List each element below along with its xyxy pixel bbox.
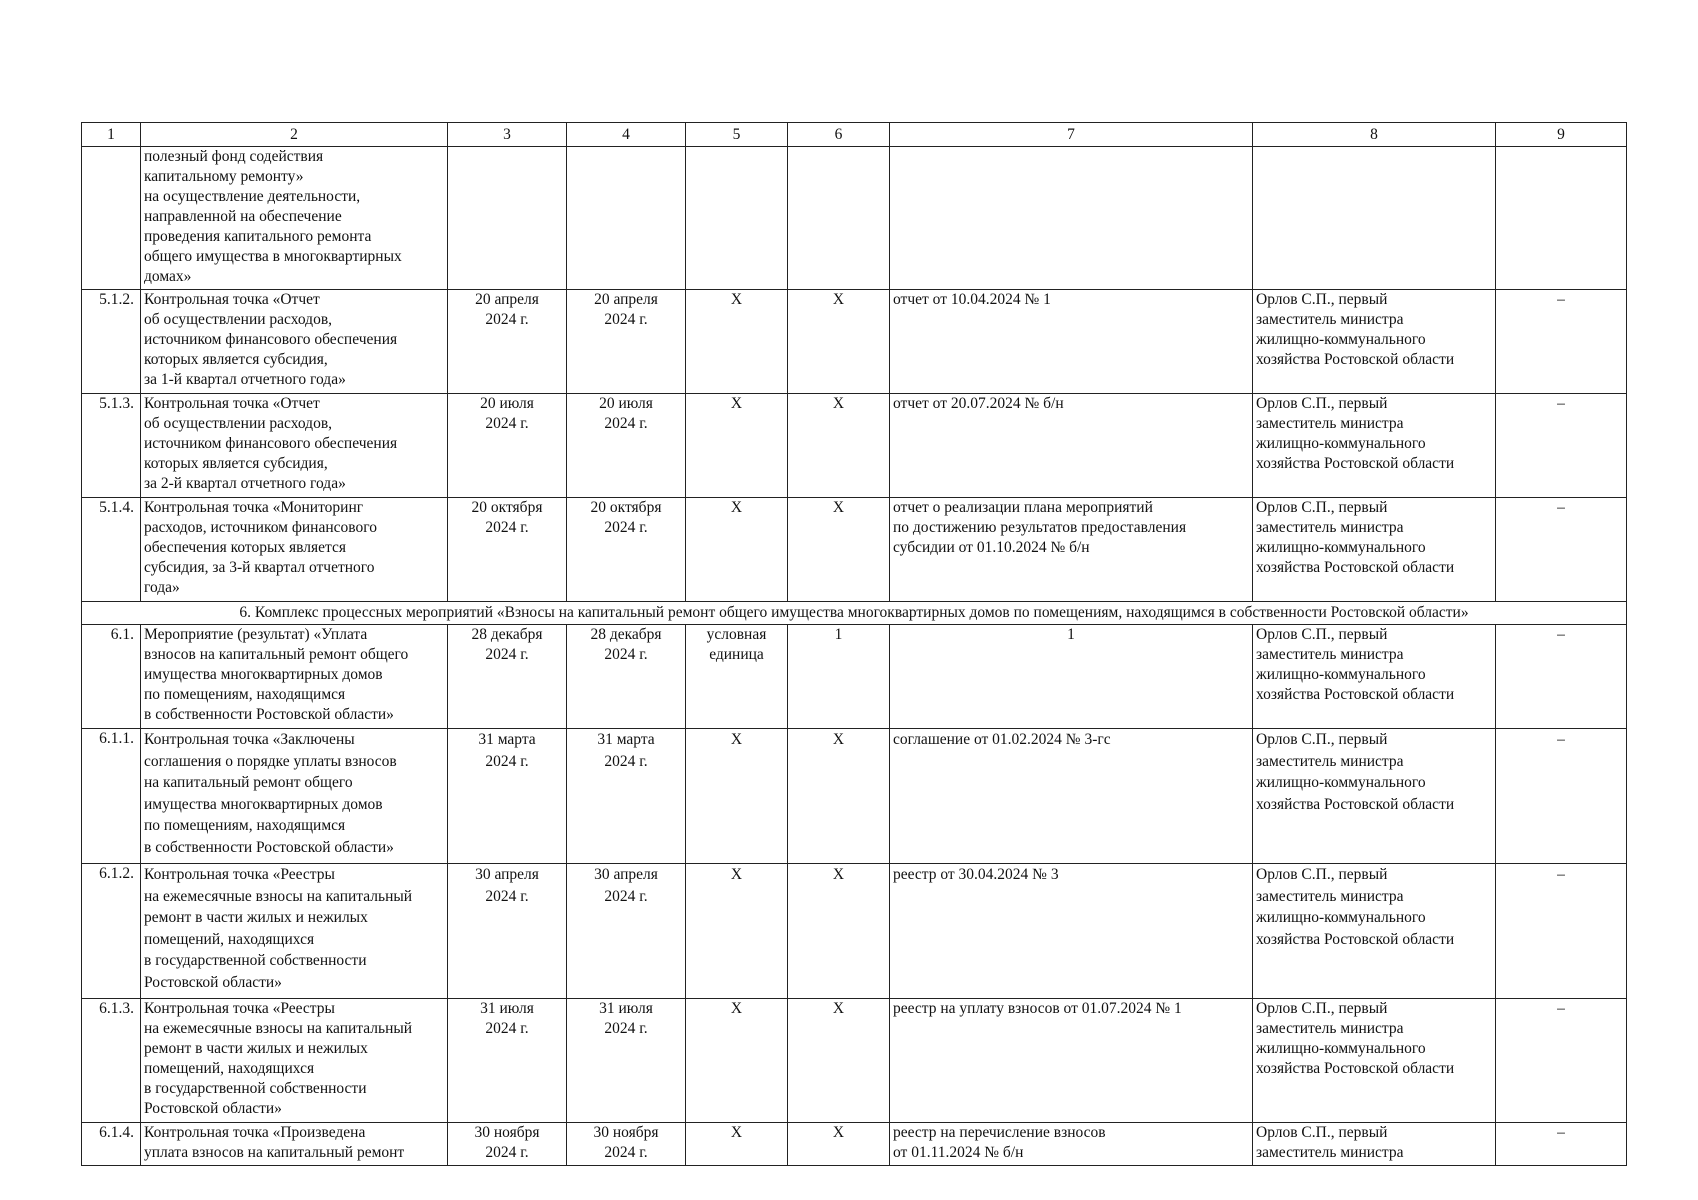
row-document [890,147,1253,290]
row-value: X [788,1123,890,1166]
row-number [82,147,141,290]
row-date-plan: 20 июля 2024 г. [448,394,567,498]
row-value: X [788,729,890,864]
row-date-plan: 30 ноября 2024 г. [448,1123,567,1166]
row-date-fact: 20 июля 2024 г. [567,394,686,498]
row-value: X [788,394,890,498]
row-date-plan: 31 июля 2024 г. [448,999,567,1123]
row-value: X [788,290,890,394]
row-note: – [1496,290,1627,394]
row-note [1496,147,1627,290]
document-page [81,122,1626,1166]
row-unit: X [686,1123,788,1166]
row-unit: X [686,394,788,498]
row-document: отчет от 10.04.2024 № 1 [890,290,1253,394]
row-document: соглашение от 01.02.2024 № 3-гс [890,729,1253,864]
row-name: Контрольная точка «Заключены соглашения о порядке уплаты взносов на капитальный ремонт общего имущества многоквартирных домов по помещениям, находящимся в собственности Ростовской области» [141,729,448,864]
row-name: Контрольная точка «Мониторинг расходов, источником финансового обеспечения которых является субсидия, за 3-й квартал отчетного года» [141,498,448,602]
row-unit: X [686,729,788,864]
row-responsible: Орлов С.П., первый заместитель министра жилищно-коммунального хозяйства Ростовской области [1253,625,1496,729]
row-responsible: Орлов С.П., первый заместитель министра жилищно-коммунального хозяйства Ростовской области [1253,498,1496,602]
row-note: – [1496,729,1627,864]
row-date-fact: 20 апреля 2024 г. [567,290,686,394]
column-header: 5 [686,123,788,147]
table-row [82,999,1627,1123]
row-date-fact: 31 марта 2024 г. [567,729,686,864]
row-name: Контрольная точка «Произведена уплата взносов на капитальный ремонт [141,1123,448,1166]
row-name: Контрольная точка «Отчет об осуществлении расходов, источником финансового обеспечения которых является субсидия, за 1-й квартал отчетного года» [141,290,448,394]
row-date-fact: 30 ноября 2024 г. [567,1123,686,1166]
row-value: 1 [788,625,890,729]
row-name: Контрольная точка «Отчет об осуществлении расходов, источником финансового обеспечения которых является субсидия, за 2-й квартал отчетного года» [141,394,448,498]
row-date-fact: 30 апреля 2024 г. [567,864,686,999]
row-number: 6.1.4. [82,1123,141,1166]
column-header: 2 [141,123,448,147]
row-number: 6.1.3. [82,999,141,1123]
column-header: 8 [1253,123,1496,147]
row-date-fact: 28 декабря 2024 г. [567,625,686,729]
table-row [82,147,1627,290]
row-responsible: Орлов С.П., первый заместитель министра жилищно-коммунального хозяйства Ростовской области [1253,864,1496,999]
column-header: 9 [1496,123,1627,147]
column-header: 6 [788,123,890,147]
row-document: 1 [890,625,1253,729]
row-note: – [1496,999,1627,1123]
row-unit: X [686,498,788,602]
row-number: 5.1.2. [82,290,141,394]
table-row [82,729,1627,864]
row-name: Контрольная точка «Реестры на ежемесячные взносы на капитальный ремонт в части жилых и нежилых помещений, находящихся в государственной собственности Ростовской области» [141,999,448,1123]
row-responsible: Орлов С.П., первый заместитель министра жилищно-коммунального хозяйства Ростовской области [1253,394,1496,498]
row-value: X [788,999,890,1123]
column-header: 1 [82,123,141,147]
row-responsible: Орлов С.П., первый заместитель министра жилищно-коммунального хозяйства Ростовской области [1253,290,1496,394]
row-responsible: Орлов С.П., первый заместитель министра [1253,1123,1496,1166]
row-note: – [1496,864,1627,999]
row-date-fact [567,147,686,290]
row-number: 5.1.3. [82,394,141,498]
table-row [82,290,1627,394]
column-header: 3 [448,123,567,147]
row-number: 6.1.1. [82,729,141,864]
row-note: – [1496,1123,1627,1166]
row-note: – [1496,498,1627,602]
row-unit: X [686,999,788,1123]
section-title: 6. Комплекс процессных мероприятий «Взносы на капитальный ремонт общего имущества многоквартирных домов по помещениям, находящимся в собственности Ростовской области» [82,602,1627,625]
row-name: Контрольная точка «Реестры на ежемесячные взносы на капитальный ремонт в части жилых и нежилых помещений, находящихся в государственной собственности Ростовской области» [141,864,448,999]
table-row [82,1123,1627,1166]
row-date-plan: 30 апреля 2024 г. [448,864,567,999]
row-responsible [1253,147,1496,290]
row-note: – [1496,625,1627,729]
row-value: X [788,864,890,999]
row-document: реестр от 30.04.2024 № 3 [890,864,1253,999]
row-note: – [1496,394,1627,498]
row-unit: условная единица [686,625,788,729]
column-header: 7 [890,123,1253,147]
row-responsible: Орлов С.П., первый заместитель министра жилищно-коммунального хозяйства Ростовской области [1253,729,1496,864]
row-unit: X [686,864,788,999]
row-document: реестр на перечисление взносов от 01.11.2024 № б/н [890,1123,1253,1166]
row-document: отчет от 20.07.2024 № б/н [890,394,1253,498]
row-number: 5.1.4. [82,498,141,602]
row-document: отчет о реализации плана мероприятий по достижению результатов предоставления субсидии от 01.10.2024 № б/н [890,498,1253,602]
row-value [788,147,890,290]
row-date-plan: 31 марта 2024 г. [448,729,567,864]
row-document: реестр на уплату взносов от 01.07.2024 № 1 [890,999,1253,1123]
row-name: полезный фонд содействия капитальному ремонту» на осуществление деятельности, направленной на обеспечение проведения капитального ремонта общего имущества в многоквартирных домах» [141,147,448,290]
row-date-fact: 20 октября 2024 г. [567,498,686,602]
table-row [82,394,1627,498]
table-row [82,498,1627,602]
row-number: 6.1. [82,625,141,729]
section-row [82,602,1627,625]
row-unit [686,147,788,290]
row-date-plan: 20 апреля 2024 г. [448,290,567,394]
row-date-fact: 31 июля 2024 г. [567,999,686,1123]
row-date-plan [448,147,567,290]
plan-table [81,122,1627,1166]
row-unit: X [686,290,788,394]
column-header: 4 [567,123,686,147]
row-responsible: Орлов С.П., первый заместитель министра жилищно-коммунального хозяйства Ростовской области [1253,999,1496,1123]
table-row [82,864,1627,999]
row-date-plan: 28 декабря 2024 г. [448,625,567,729]
row-name: Мероприятие (результат) «Уплата взносов на капитальный ремонт общего имущества многоквартирных домов по помещениям, находящимся в собственности Ростовской области» [141,625,448,729]
row-date-plan: 20 октября 2024 г. [448,498,567,602]
row-value: X [788,498,890,602]
table-row [82,625,1627,729]
column-number-header-row [82,123,1627,147]
row-number: 6.1.2. [82,864,141,999]
